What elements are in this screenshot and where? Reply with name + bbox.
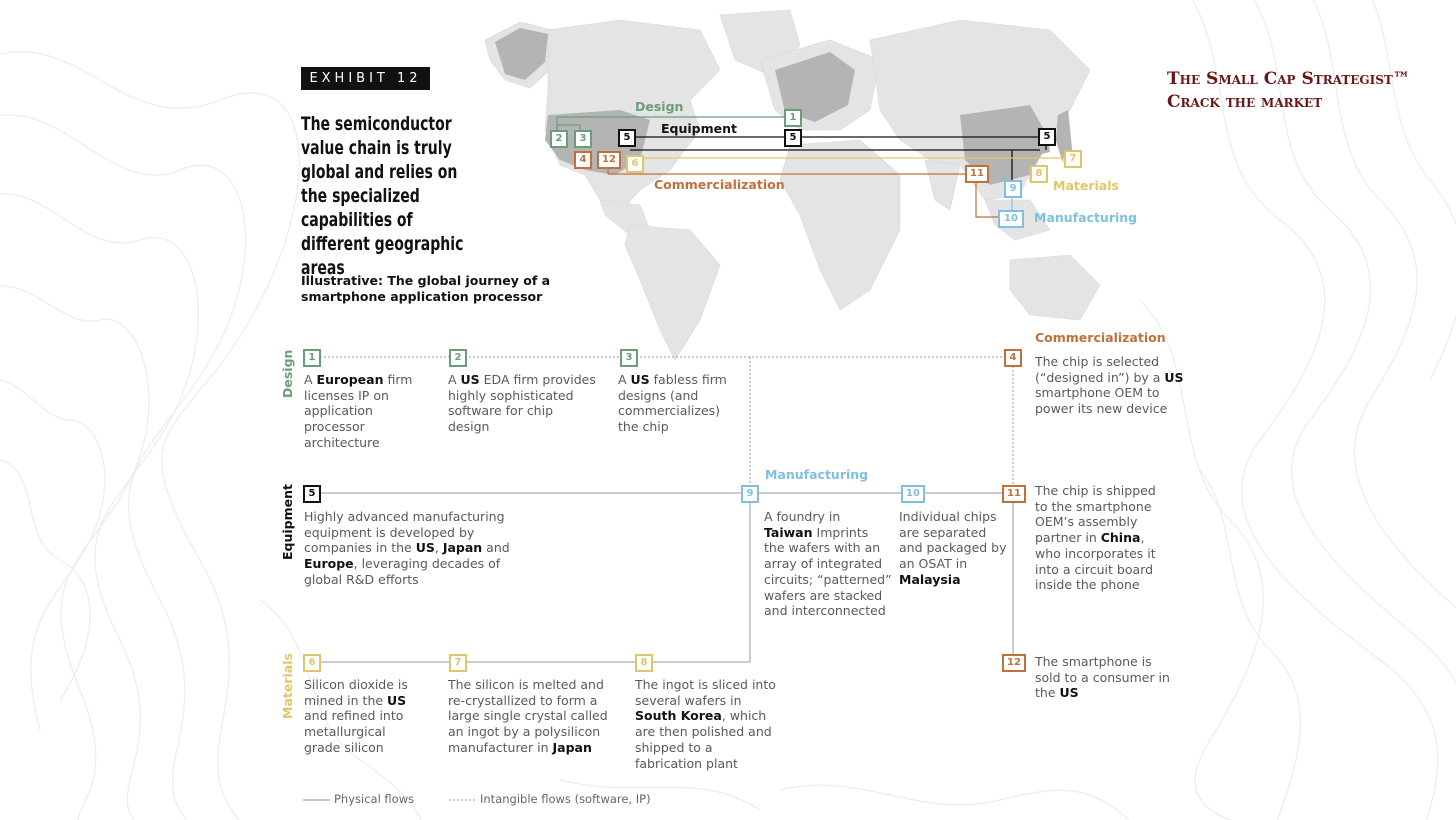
step-desc-12: The smartphone is sold to a consumer in the US	[1035, 654, 1170, 701]
brand-line-2: Crack the market	[1167, 92, 1323, 112]
map-marker-6: 6	[626, 155, 644, 173]
step-box-12: 12	[1002, 654, 1026, 672]
row-label-materials: Materials	[280, 653, 295, 719]
section-label-commercialization: Commercialization	[1035, 330, 1166, 345]
step-box-11: 11	[1002, 485, 1026, 503]
headline: The semiconductor value chain is truly global and relies on the specialized capabilities of different geographic areas	[301, 113, 464, 279]
map-label-design: Design	[635, 99, 684, 114]
map-marker-5-japan: 5	[1038, 128, 1056, 146]
section-label-manufacturing: Manufacturing	[765, 467, 869, 482]
step-box-10: 10	[901, 485, 925, 503]
step-desc-6: Silicon dioxide is mined in the US and refined into metallurgical grade silicon	[304, 677, 408, 755]
step-box-5: 5	[303, 485, 321, 503]
step-box-7: 7	[449, 654, 467, 672]
step-desc-9: A foundry in Taiwan Imprints the wafers with an array of integrated circuits; “patterned” wafers are stacked and interconnected	[764, 509, 892, 619]
map-marker-7: 7	[1064, 150, 1082, 168]
map-marker-4: 4	[574, 151, 592, 169]
step-desc-5: Highly advanced manufacturing equipment is developed by companies in the US, Japan and Europe, leveraging decades of global R&D efforts	[304, 509, 510, 587]
step-box-8: 8	[635, 654, 653, 672]
map-marker-12: 12	[597, 151, 621, 169]
step-box-2: 2	[449, 349, 467, 367]
brand	[1167, 68, 1410, 114]
step-desc-10: Individual chips are separated and packaged by an OSAT in Malaysia	[899, 509, 1007, 587]
step-box-6: 6	[303, 654, 321, 672]
legend-physical: Physical flows	[334, 792, 415, 806]
map-marker-5-us: 5	[618, 129, 636, 147]
step-box-1: 1	[303, 349, 321, 367]
step-desc-8: The ingot is sliced into several wafers in South Korea, which are then polished and shipped to a fabrication plant	[635, 677, 776, 771]
exhibit-tag: EXHIBIT 12	[301, 67, 430, 90]
map-marker-2: 2	[550, 130, 568, 148]
map-label-materials: Materials	[1053, 178, 1119, 193]
step-desc-2: A US EDA firm provides highly sophisticated software for chip design	[448, 372, 596, 435]
map-marker-8: 8	[1030, 165, 1048, 183]
step-box-3: 3	[620, 349, 638, 367]
map-marker-1: 1	[784, 109, 802, 127]
row-label-equipment: Equipment	[280, 484, 295, 560]
step-box-9: 9	[741, 485, 759, 503]
map-marker-9: 9	[1004, 180, 1022, 198]
step-desc-1: A European firm licenses IP on application processor architecture	[304, 372, 413, 450]
brand-line-1: The Small Cap Strategist™	[1167, 69, 1410, 89]
step-desc-4: The chip is selected (“designed in”) by a US smartphone OEM to power its new device	[1035, 354, 1184, 417]
map-marker-11: 11	[965, 165, 989, 183]
subtitle: Illustrative: The global journey of a smartphone application processor	[301, 273, 551, 304]
map-marker-3: 3	[574, 130, 592, 148]
map-marker-10: 10	[998, 210, 1024, 228]
step-desc-7: The silicon is melted and re-crystallized to form a large single crystal called an ingot by a polysilicon manufacturer in Japan	[448, 677, 608, 755]
map-label-equipment: Equipment	[661, 121, 737, 136]
step-desc-3: A US fabless firm designs (and commercializes) the chip	[618, 372, 727, 435]
map-marker-5-europe: 5	[784, 129, 802, 147]
step-desc-11: The chip is shipped to the smartphone OEM’s assembly partner in China, who incorporates it into a circuit board inside the phone	[1035, 483, 1156, 593]
map-label-commercialization: Commercialization	[654, 177, 785, 192]
map-label-manufacturing: Manufacturing	[1034, 210, 1138, 225]
step-box-4: 4	[1004, 349, 1022, 367]
row-label-design: Design	[280, 349, 295, 398]
legend-intangible: Intangible flows (software, IP)	[480, 792, 651, 806]
